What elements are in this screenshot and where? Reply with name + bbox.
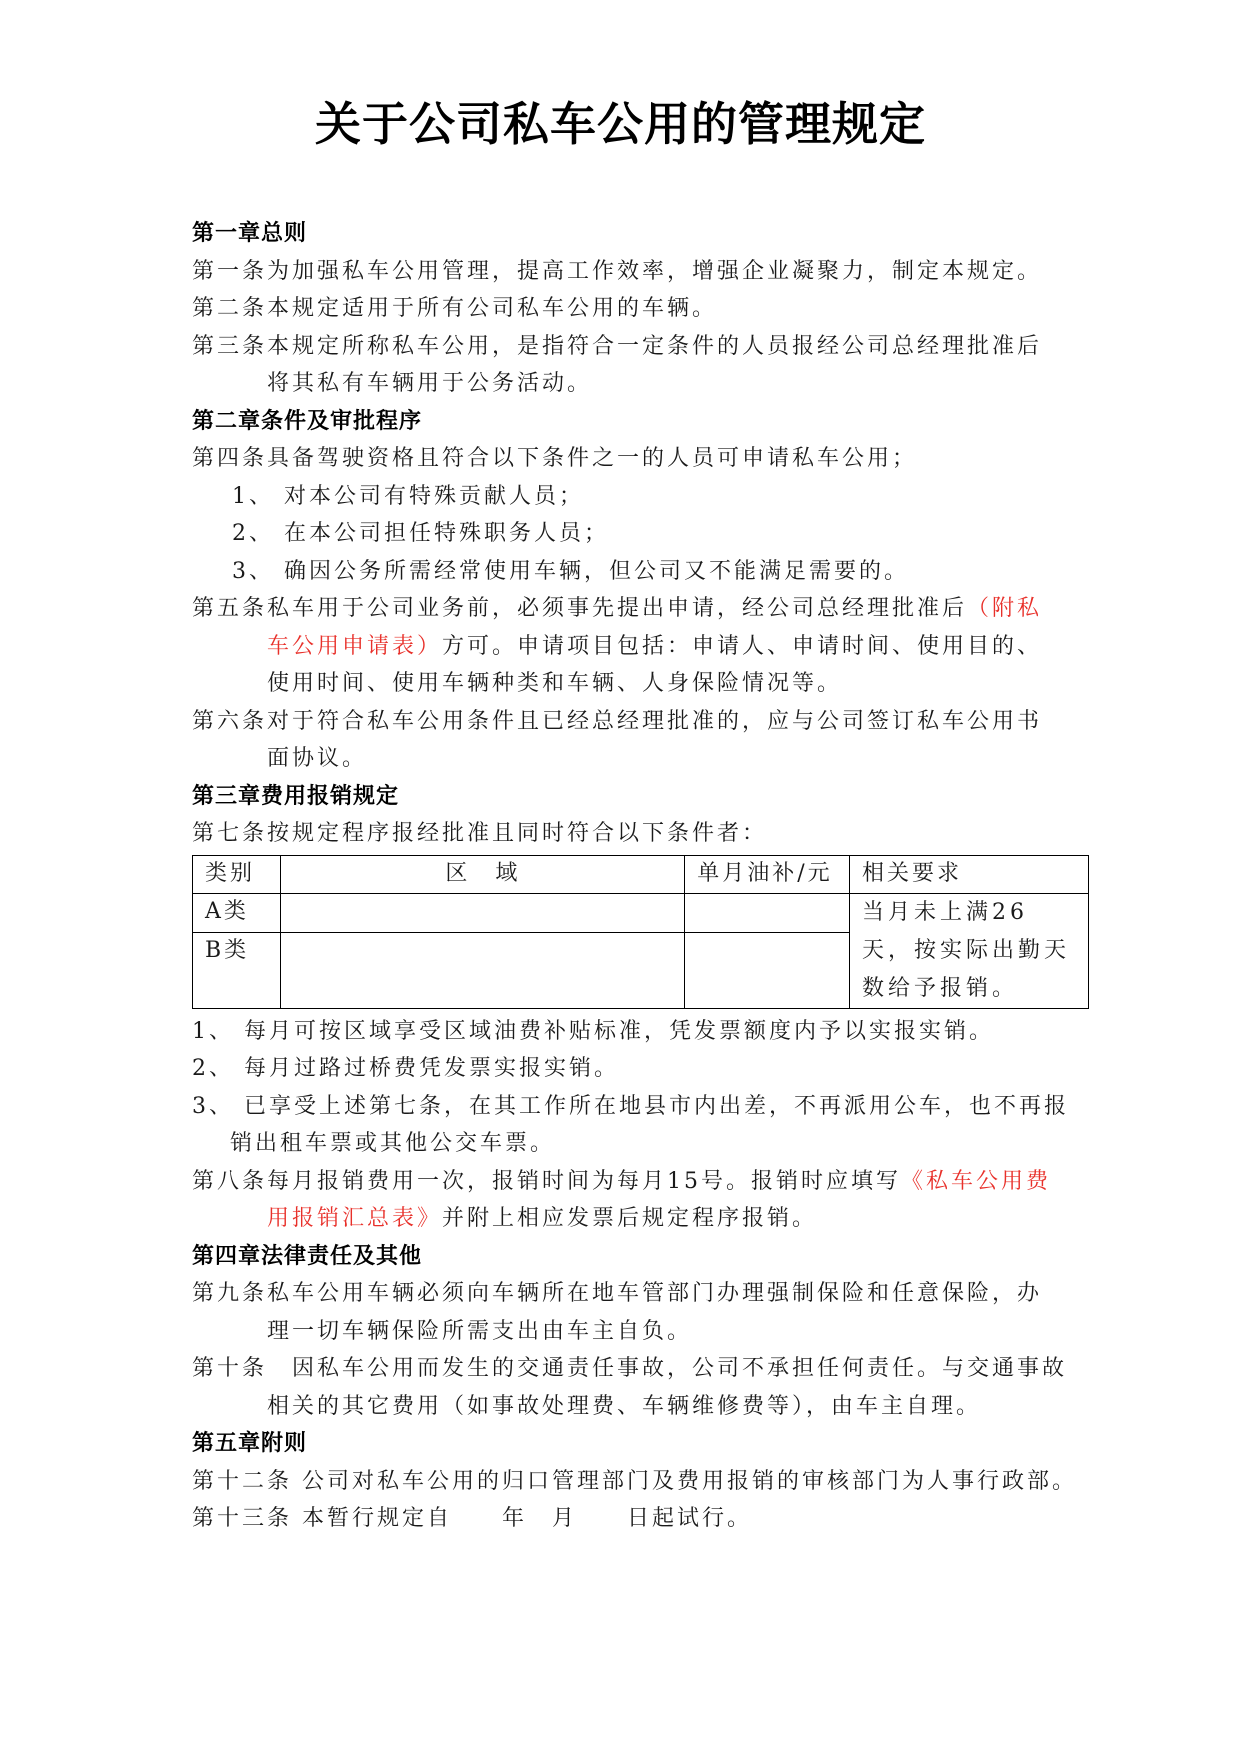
fuel-subsidy-cell: [685, 933, 850, 1008]
category-cell: A类: [193, 893, 281, 933]
requirement-cell: 当月未上满26天，按实际出勤天数给予报销。: [849, 893, 1088, 1008]
condition-item-3: 3、 确因公务所需经常使用车辆，但公司又不能满足需要的。: [232, 558, 909, 584]
article-12: 第十二条 公司对私车公用的归口管理部门及费用报销的审核部门为人事行政部。: [192, 1468, 1077, 1494]
table-header-row: [193, 855, 1089, 893]
article-5-text-cont: 方可。申请项目包括：申请人、申请时间、使用目的、: [442, 633, 1043, 659]
summary-form-reference: 《私车公用费: [901, 1168, 1052, 1194]
header-requirements: 相关要求: [849, 855, 1088, 893]
article-3-line-1: 第三条本规定所称私车公用，是指符合一定条件的人员报经公司总经理批准后: [192, 333, 1043, 359]
document-body: [192, 215, 1092, 1538]
article-8-line-1: [192, 1163, 1092, 1201]
document-title: 关于公司私车公用的管理规定: [315, 97, 926, 151]
application-form-reference-cont: 车公用申请表）: [267, 633, 443, 659]
article-7: 第七条按规定程序报经批准且同时符合以下条件者：: [192, 821, 768, 846]
fuel-subsidy-cell: [685, 893, 850, 933]
reimbursement-item-1: 1、 每月可按区域享受区域油费补贴标准，凭发票额度内予以实报实销。: [192, 1018, 994, 1044]
chapter-5-heading: 第五章附则: [192, 1431, 308, 1456]
article-6-line-2: 面协议。: [267, 746, 368, 771]
table-row: [193, 893, 1089, 933]
article-8-text: 第八条每月报销费用一次，报销时间为每月15号。报销时应填写: [192, 1168, 901, 1194]
reimbursement-item-3-line-2: 销出租车票或其他公交车票。: [230, 1131, 556, 1156]
area-cell: [281, 933, 685, 1008]
article-8-line-2: [192, 1200, 1092, 1238]
chapter-1-heading: 第一章总则: [192, 221, 308, 246]
article-2: 第二条本规定适用于所有公司私车公用的车辆。: [192, 296, 718, 321]
article-10-line-2: 相关的其它费用（如事故处理费、车辆维修费等），由车主自理。: [267, 1393, 982, 1419]
article-5-line-2: [192, 628, 1092, 666]
header-fuel-subsidy: 单月油补/元: [685, 855, 850, 893]
chapter-2-heading: 第二章条件及审批程序: [192, 408, 423, 434]
article-9-line-1: 第九条私车公用车辆必须向车辆所在地车管部门办理强制保险和任意保险，办: [192, 1281, 1043, 1306]
header-area: 区 域: [281, 855, 685, 893]
reimbursement-item-3-line-1: 3、 已享受上述第七条，在其工作所在地县市内出差，不再派用公车，也不再报: [192, 1093, 1069, 1119]
condition-item-1: 1、 对本公司有特殊贡献人员；: [232, 483, 584, 509]
area-cell: [281, 893, 685, 933]
chapter-4-heading: 第四章法律责任及其他: [192, 1243, 423, 1269]
article-13: 第十三条 本暂行规定自 年 月 日起试行。: [192, 1506, 752, 1531]
application-form-reference: （附私: [967, 596, 1043, 621]
category-cell: B类: [193, 933, 281, 1008]
reimbursement-item-2: 2、 每月过路过桥费凭发票实报实销。: [192, 1056, 619, 1081]
summary-form-reference-cont: 用报销汇总表》: [267, 1206, 443, 1231]
article-5-text: 第五条私车用于公司业务前，必须事先提出申请，经公司总经理批准后: [192, 596, 968, 621]
article-8-text-cont: 并附上相应发票后规定程序报销。: [442, 1206, 818, 1231]
article-3-line-2: 将其私有车辆用于公务活动。: [267, 371, 593, 396]
article-1: 第一条为加强私车公用管理，提高工作效率，增强企业凝聚力，制定本规定。: [192, 258, 1043, 284]
article-6-line-1: 第六条对于符合私车公用条件且已经总经理批准的，应与公司签订私车公用书: [192, 708, 1043, 734]
article-9-line-2: 理一切车辆保险所需支出由车主自负。: [267, 1318, 693, 1344]
article-4: 第四条具备驾驶资格且符合以下条件之一的人员可申请私车公用；: [192, 446, 918, 471]
chapter-3-heading: 第三章费用报销规定: [192, 783, 400, 809]
condition-item-2: 2、 在本公司担任特殊职务人员；: [232, 521, 609, 546]
header-category: 类别: [193, 855, 281, 893]
article-10-line-1: 第十条 因私车公用而发生的交通责任事故，公司不承担任何责任。与交通事故: [192, 1356, 1068, 1381]
article-5-line-3: 使用时间、使用车辆种类和车辆、人身保险情况等。: [267, 671, 843, 696]
article-5-line-1: [192, 590, 1092, 628]
subsidy-table: [192, 855, 1089, 1009]
